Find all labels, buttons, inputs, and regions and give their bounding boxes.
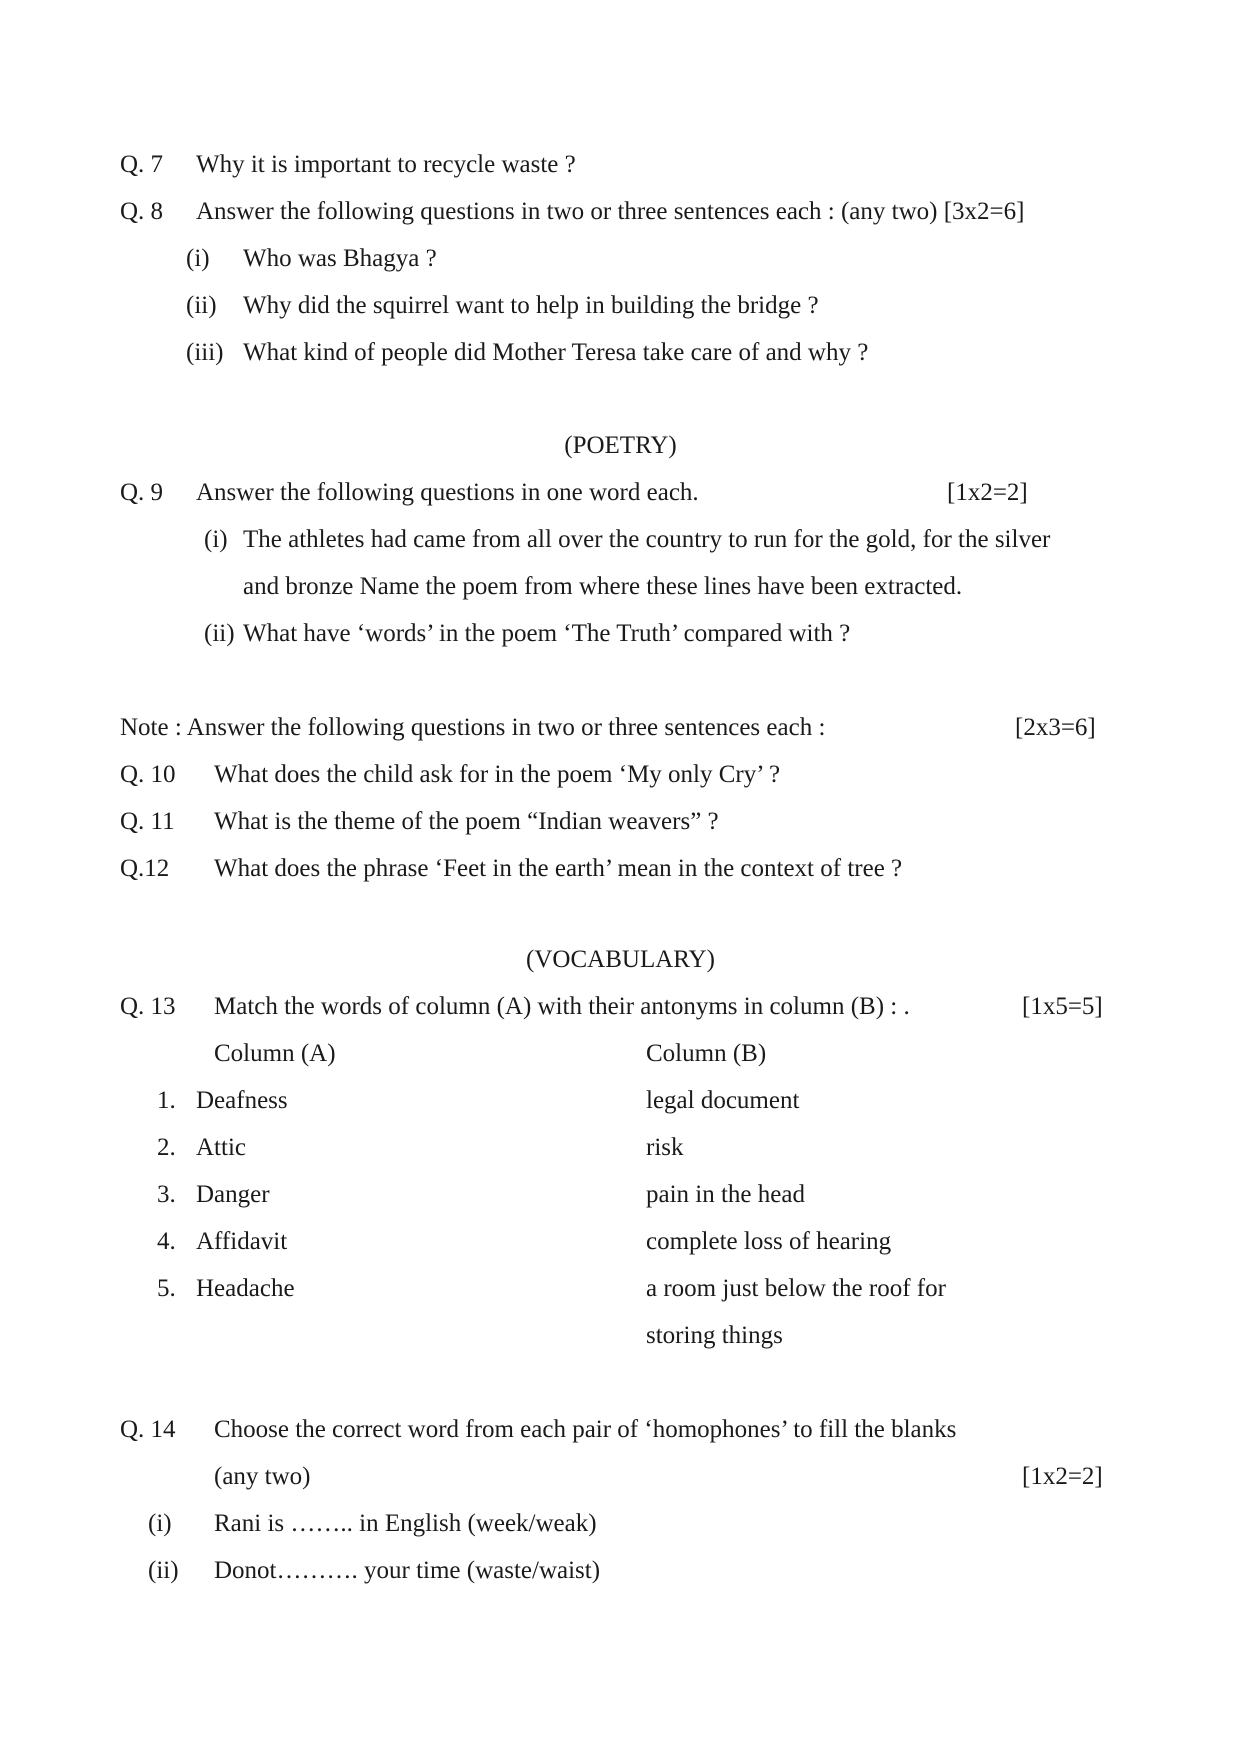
- item-number: (i): [204, 526, 228, 553]
- match-word-b: legal document: [646, 1087, 800, 1114]
- section-heading-vocabulary: (VOCABULARY): [526, 946, 715, 973]
- question-text: What does the child ask for in the poem ‘My only Cry’ ?: [214, 761, 781, 788]
- match-row-number: 4.: [157, 1228, 176, 1255]
- match-word-a: Attic: [196, 1134, 246, 1161]
- question-number: Q. 11: [120, 808, 175, 835]
- match-word-b: risk: [646, 1134, 684, 1161]
- marks: [1x2=2]: [1022, 1463, 1103, 1490]
- question-number: Q.12: [120, 855, 170, 882]
- match-word-b: complete loss of hearing: [646, 1228, 892, 1255]
- item-text: Who was Bhagya ?: [243, 245, 437, 272]
- question-number: Q. 8: [120, 198, 164, 225]
- item-text-continued: and bronze Name the poem from where these lines have been extracted.: [243, 573, 963, 600]
- question-text: What is the theme of the poem “Indian weavers” ?: [214, 808, 719, 835]
- match-row-number: 1.: [157, 1087, 176, 1114]
- item-text: Rani is …….. in English (week/weak): [214, 1510, 597, 1537]
- question-number: Q. 7: [120, 151, 164, 178]
- marks: [1x2=2]: [947, 479, 1028, 506]
- item-number: (ii): [186, 292, 217, 319]
- question-number: Q. 13: [120, 993, 176, 1020]
- item-number: (ii): [204, 620, 235, 647]
- column-a-header: Column (A): [214, 1040, 336, 1067]
- question-number: Q. 9: [120, 479, 164, 506]
- item-number: (ii): [148, 1557, 179, 1584]
- match-word-a: Affidavit: [196, 1228, 288, 1255]
- item-text: The athletes had came from all over the country to run for the gold, for the silver: [243, 526, 1051, 553]
- question-text: Answer the following questions in two or three sentences each : (any two) [3x2=6]: [196, 198, 1025, 225]
- column-b-header: Column (B): [646, 1040, 767, 1067]
- match-word-b: pain in the head: [646, 1181, 805, 1208]
- note-text: Note : Answer the following questions in two or three sentences each :: [120, 714, 826, 741]
- item-text: Why did the squirrel want to help in building the bridge ?: [243, 292, 819, 319]
- match-row-number: 5.: [157, 1275, 176, 1302]
- section-heading-poetry: (POETRY): [564, 432, 677, 459]
- question-text: What does the phrase ‘Feet in the earth’ mean in the context of tree ?: [214, 855, 903, 882]
- match-word-b: a room just below the roof for: [646, 1275, 946, 1302]
- question-text: Choose the correct word from each pair of ‘homophones’ to fill the blanks: [214, 1416, 957, 1443]
- marks: [2x3=6]: [1015, 714, 1096, 741]
- question-subtext: (any two): [214, 1463, 311, 1490]
- match-word-a: Headache: [196, 1275, 295, 1302]
- question-text: Match the words of column (A) with their antonyms in column (B) : .: [214, 993, 910, 1020]
- question-number: Q. 14: [120, 1416, 176, 1443]
- match-word-a: Deafness: [196, 1087, 288, 1114]
- item-number: (i): [186, 245, 210, 272]
- question-text: Answer the following questions in one word each.: [196, 479, 699, 506]
- item-text: Donot………. your time (waste/waist): [214, 1557, 601, 1584]
- item-number: (iii): [186, 339, 224, 366]
- match-row-number: 3.: [157, 1181, 176, 1208]
- item-number: (i): [148, 1510, 172, 1537]
- item-text: What kind of people did Mother Teresa take care of and why ?: [243, 339, 869, 366]
- question-number: Q. 10: [120, 761, 176, 788]
- match-row-number: 2.: [157, 1134, 176, 1161]
- item-text: What have ‘words’ in the poem ‘The Truth’ compared with ?: [243, 620, 851, 647]
- question-text: Why it is important to recycle waste ?: [196, 151, 576, 178]
- marks: [1x5=5]: [1022, 993, 1103, 1020]
- match-word-b-continued: storing things: [646, 1322, 783, 1349]
- match-word-a: Danger: [196, 1181, 270, 1208]
